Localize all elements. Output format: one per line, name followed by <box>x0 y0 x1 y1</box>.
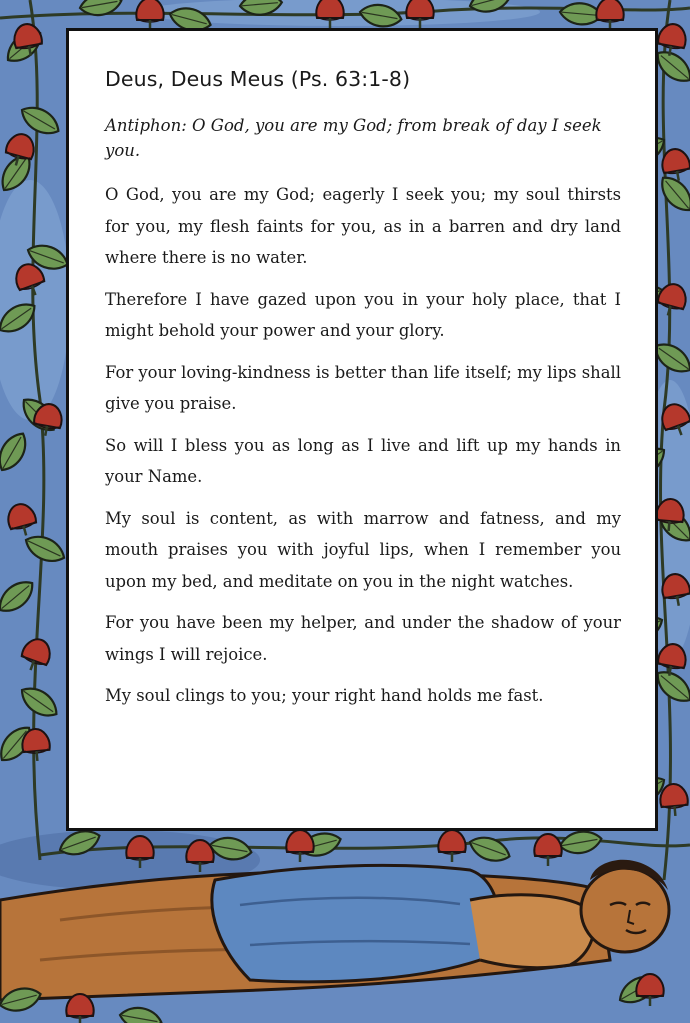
verse-6: For you have been my helper, and under the shadow of your wings I will rejoice. <box>105 613 621 664</box>
psalm-title: Deus, Deus Meus (Ps. 63:1-8) <box>105 67 411 91</box>
verse-5: My soul is content, as with marrow and fatness, and my mouth praises you with joyful lips, when I remember you upon my bed, and meditate on you in the night watches. <box>105 508 621 591</box>
antiphon: Antiphon: O God, you are my God; from break of day I seek you. <box>105 116 602 160</box>
psalm-card <box>66 28 658 831</box>
verse-1: O God, you are my God; eagerly I seek you; my soul thirsts for you, my flesh faints for you, as in a barren and dry land where there is no water. <box>105 185 621 267</box>
verse-2: Therefore I have gazed upon you in your holy place, that I might behold your power and your glory. <box>105 289 621 340</box>
verse-4: So will I bless you as long as I live and lift up my hands in your Name. <box>105 435 621 486</box>
verse-3: For your loving-kindness is better than life itself; my lips shall give you praise. <box>105 362 621 413</box>
verse-7: My soul clings to you; your right hand holds me fast. <box>105 686 544 705</box>
